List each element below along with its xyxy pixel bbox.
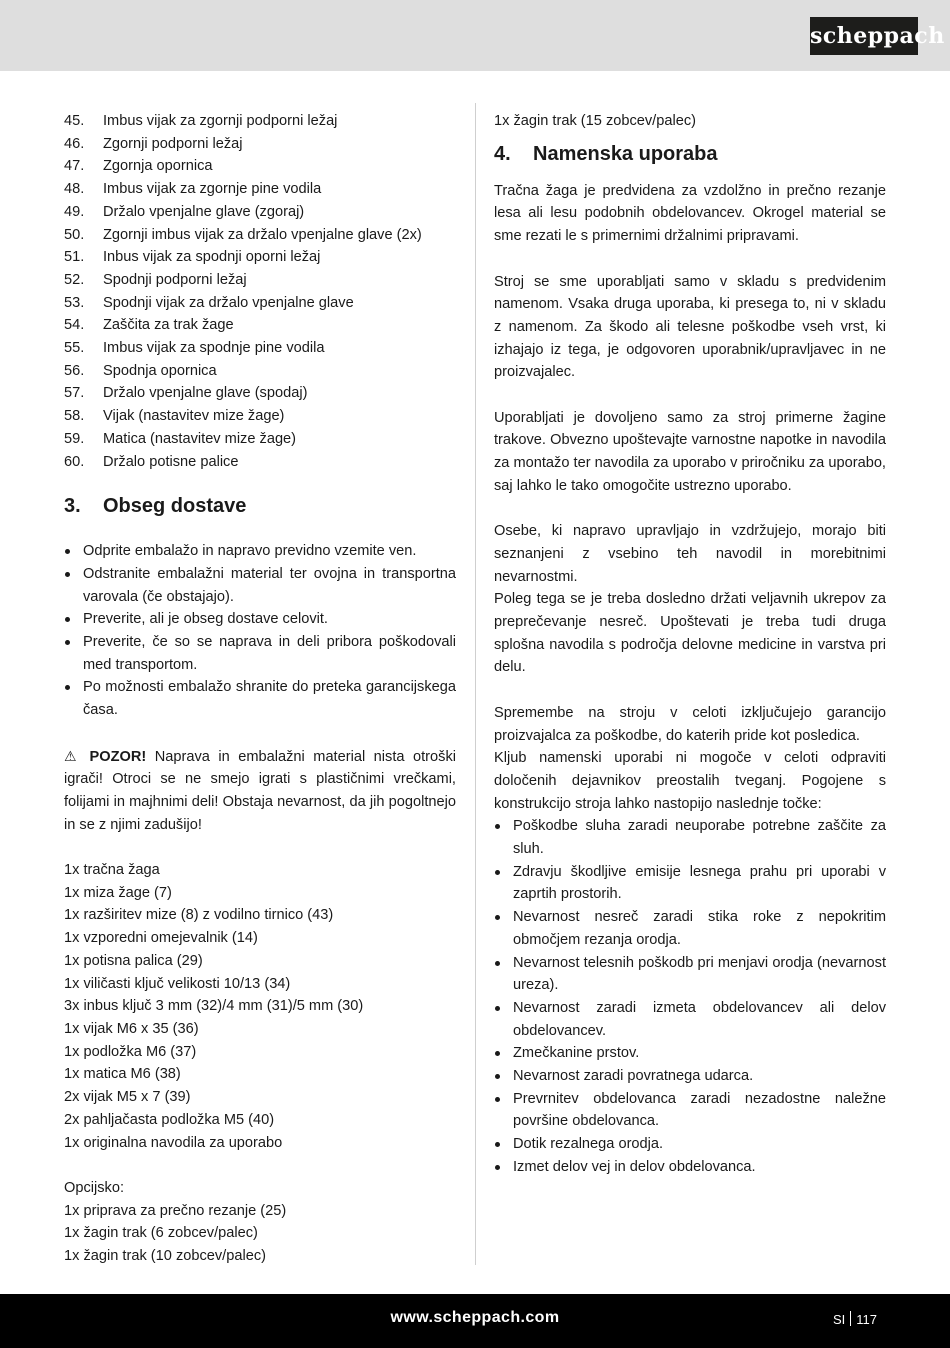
left-column	[64, 110, 456, 1268]
item-label: Vijak (nastavitev mize žage)	[103, 408, 285, 425]
list-item	[64, 292, 456, 315]
bullet-item: Dotik rezalnega orodja.	[494, 1133, 886, 1156]
item-number: 47.	[64, 158, 85, 175]
delivery-item: 1x viličasti ključ velikosti 10/13 (34)	[64, 975, 291, 992]
item-label: Spodnji podporni ležaj	[103, 271, 247, 288]
delivery-item: 1x matica M6 (38)	[64, 1066, 181, 1083]
bullet-item: Poškodbe sluha zaradi neuporabe potrebne zaščite za sluh.	[494, 815, 886, 860]
paragraph: Osebe, ki napravo upravljajo in vzdržujejo, morajo biti seznanjeni z vsebino teh navodil in morebitnimi nevarnostmi.	[494, 523, 886, 585]
column-divider	[475, 103, 476, 1265]
list-item	[64, 224, 456, 247]
delivery-item: 2x vijak M5 x 7 (39)	[64, 1089, 191, 1106]
list-item	[64, 337, 456, 360]
item-label: Imbus vijak za zgornji podporni ležaj	[103, 113, 338, 129]
page-number-value: 117	[856, 1312, 878, 1327]
item-number: 50.	[64, 226, 85, 243]
item-number: 49.	[64, 203, 85, 220]
bullet-item: Odprite embalažo in napravo previdno vzemite ven.	[64, 540, 456, 563]
item-label: Držalo potisne palice	[103, 453, 239, 470]
delivery-item: 1x tračna žaga	[64, 862, 160, 879]
header-band	[0, 0, 950, 71]
right-column	[494, 110, 886, 1179]
delivery-item: 3x inbus ključ 3 mm (32)/4 mm (31)/5 mm (30)	[64, 998, 364, 1015]
bullet-item: Po možnosti embalažo shranite do preteka garancijskega časa.	[64, 676, 456, 721]
page-number	[833, 1311, 877, 1327]
delivery-item: 1x vijak M6 x 35 (36)	[64, 1020, 199, 1037]
item-label: Matica (nastavitev mize žage)	[103, 430, 297, 447]
delivery-item: 1x originalna navodila za uporabo	[64, 1134, 283, 1151]
bullet-item: Nevarnost telesnih poškodb pri menjavi orodja (nevarnost ureza).	[494, 952, 886, 997]
bullet-item: Preverite, ali je obseg dostave celovit.	[64, 608, 456, 631]
item-label: Spodnji vijak za držalo vpenjalne glave	[103, 294, 354, 311]
item-label: Imbus vijak za zgornje pine vodila	[103, 181, 322, 198]
item-number: 51.	[64, 249, 85, 266]
list-item	[64, 428, 456, 451]
item-number: 54.	[64, 317, 85, 334]
item-label: Inbus vijak za spodnji oporni ležaj	[103, 249, 321, 266]
list-item	[64, 360, 456, 383]
item-label: Držalo vpenjalne glave (spodaj)	[103, 385, 308, 402]
item-number: 45.	[64, 113, 85, 129]
list-item	[64, 110, 456, 133]
warning-paragraph	[64, 745, 456, 837]
item-label: Zaščita za trak žage	[103, 317, 234, 334]
item-label: Držalo vpenjalne glave (zgoraj)	[103, 203, 305, 220]
sawband-line: 1x žagin trak (15 zobcev/palec)	[494, 113, 696, 129]
bullet-item: Prevrnitev obdelovanca zaradi nezadostne naležne površine obdelovanca.	[494, 1088, 886, 1133]
paragraph: Kljub namenski uporabi ni mogoče v celoti odpraviti določenih dejavnikov preostalih tveganj. Pogojene s konstrukcijo stroja lahko nastopijo naslednje točke:	[494, 750, 886, 812]
bullet-item: Nevarnost zaradi povratnega udarca.	[494, 1065, 886, 1088]
optional-list	[64, 1200, 456, 1268]
item-label: Spodnja opornica	[103, 362, 217, 379]
item-number: 53.	[64, 294, 85, 311]
item-number: 57.	[64, 385, 85, 402]
item-number: 60.	[64, 453, 85, 470]
item-label: Zgornji podporni ležaj	[103, 135, 243, 152]
optional-item: 1x žagin trak (10 zobcev/palec)	[64, 1248, 266, 1264]
warning-text: Naprava in embalažni material nista otroški igrači! Otroci se ne smejo igrati s plastičnimi vrečkami, folijami in majhnimi deli! Obstaja nevarnost, da jih pogoltnejo in se z njimi zadušijo!	[64, 748, 456, 833]
footer	[0, 1294, 950, 1348]
optional-label: Opcijsko:	[64, 1179, 125, 1196]
paragraph: Spremembe na stroju v celoti izključujejo garancijo proizvajalca za poškodbe, do katerih pride kot posledica.	[494, 704, 886, 744]
delivery-item: 1x potisna palica (29)	[64, 952, 203, 969]
list-item	[64, 382, 456, 405]
list-item	[64, 133, 456, 156]
section-4-heading: 4. Namenska uporaba	[494, 142, 718, 165]
delivery-item: 1x miza žage (7)	[64, 884, 172, 901]
delivery-item: 1x vzporedni omejevalnik (14)	[64, 930, 258, 947]
item-number: 48.	[64, 181, 85, 198]
paragraph: Stroj se sme uporabljati samo v skladu s predvidenim namenom. Vsaka druga uporaba, ki presega to, ni v skladu z namenom. Za škodo ali telesne poškodbe vseh vrst, ki izhajajo iz tega, je odgovoren uporabnik/upravljavec in ne proizvajalec.	[494, 273, 886, 381]
bullet-item: Zdravju škodljive emisije lesnega prahu pri uporabi v zaprtih prostorih.	[494, 861, 886, 906]
item-label: Imbus vijak za spodnje pine vodila	[103, 340, 325, 357]
optional-item: 1x priprava za prečno rezanje (25)	[64, 1202, 287, 1219]
delivery-item: 1x podložka M6 (37)	[64, 1043, 197, 1060]
paragraph: Tračna žaga je predvidena za vzdolžno in prečno rezanje lesa ali lesu podobnih obdelovancev. Okrogel material se sme rezati le s primernimi držalnimi pripravami.	[494, 182, 886, 245]
list-item	[64, 201, 456, 224]
item-number: 46.	[64, 135, 85, 152]
list-item	[64, 246, 456, 269]
scheppach-logo: scheppach	[810, 17, 918, 55]
item-number: 52.	[64, 271, 85, 288]
bullet-item: Izmet delov vej in delov obdelovanca.	[494, 1156, 886, 1179]
parts-list	[64, 110, 456, 473]
list-item	[64, 314, 456, 337]
warning-label: POZOR!	[89, 748, 147, 765]
item-number: 55.	[64, 340, 85, 357]
bullet-item: Odstranite embalažni material ter ovojna in transportna varovala (če obstajajo).	[64, 563, 456, 608]
optional-item: 1x žagin trak (6 zobcev/palec)	[64, 1225, 258, 1242]
bullet-item: Preverite, če so se naprava in deli pribora poškodovali med transportom.	[64, 631, 456, 676]
website-link[interactable]: www.scheppach.com	[390, 1309, 560, 1326]
residual-risk-list	[494, 815, 886, 1178]
item-number: 56.	[64, 362, 85, 379]
bullet-item: Zmečkanine prstov.	[494, 1042, 886, 1065]
page-separator	[850, 1311, 851, 1326]
list-item	[64, 155, 456, 178]
delivery-steps-list	[64, 540, 456, 722]
section-3-heading: 3. Obseg dostave	[64, 495, 247, 518]
item-number: 59.	[64, 430, 85, 447]
list-item	[64, 178, 456, 201]
item-number: 58.	[64, 408, 85, 425]
bullet-item: Nevarnost nesreč zaradi stika roke z nepokritim območjem rezanja orodja.	[494, 906, 886, 951]
item-label: Zgornja opornica	[103, 158, 213, 175]
delivery-contents-list	[64, 859, 456, 1154]
delivery-item: 1x razširitev mize (8) z vodilno tirnico (43)	[64, 907, 334, 924]
list-item	[64, 405, 456, 428]
warning-icon: ⚠	[64, 747, 81, 764]
delivery-item: 2x pahljačasta podložka M5 (40)	[64, 1111, 275, 1128]
language-code: SI	[833, 1312, 846, 1327]
item-label: Zgornji imbus vijak za držalo vpenjalne glave (2x)	[103, 226, 422, 243]
paragraph: Poleg tega se je treba dosledno držati veljavnih ukrepov za preprečevanje nesreč. Upoštevati je treba tudi druga splošna navodila s področja delovne medicine in varstva pri delu.	[494, 591, 886, 676]
paragraph: Uporabljati je dovoljeno samo za stroj primerne žagine trakove. Obvezno upoštevajte varnostne napotke in navodila za montažo ter navodila za uporabo v priročniku za uporabo, saj lahko le tako omogočite ustrezno uporabo.	[494, 409, 886, 494]
list-item	[64, 269, 456, 292]
bullet-item: Nevarnost zaradi izmeta obdelovancev ali delov obdelovancev.	[494, 997, 886, 1042]
list-item	[64, 451, 456, 474]
